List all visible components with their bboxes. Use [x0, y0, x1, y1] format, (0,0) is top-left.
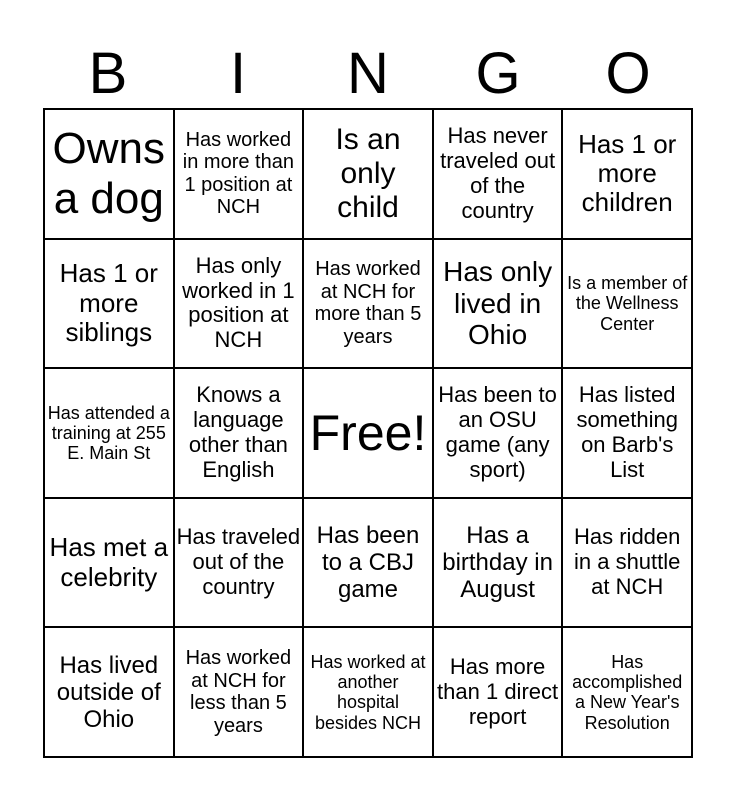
bingo-cell[interactable]: Has worked at NCH for less than 5 years [174, 627, 304, 757]
bingo-card [43, 108, 693, 758]
bingo-cell[interactable]: Has worked at NCH for more than 5 years [303, 239, 433, 369]
bingo-cell[interactable]: Has ridden in a shuttle at NCH [562, 498, 692, 628]
bingo-cell[interactable]: Is a member of the Wellness Center [562, 239, 692, 369]
bingo-cell[interactable]: Has traveled out of the country [174, 498, 304, 628]
bingo-cell[interactable]: Has only lived in Ohio [433, 239, 563, 369]
bingo-cell[interactable]: Owns a dog [44, 109, 174, 239]
bingo-cell[interactable]: Has met a celebrity [44, 498, 174, 628]
header-letter-i: I [229, 41, 247, 106]
header-letter-n: N [347, 41, 389, 106]
bingo-cell[interactable]: Has accomplished a New Year's Resolution [562, 627, 692, 757]
bingo-cell[interactable]: Has listed something on Barb's List [562, 368, 692, 498]
bingo-cell[interactable]: Has 1 or more children [562, 109, 692, 239]
bingo-cell[interactable]: Knows a language other than English [174, 368, 304, 498]
header-letter-g: G [475, 41, 521, 106]
bingo-cell[interactable]: Has a birthday in August [433, 498, 563, 628]
bingo-cell[interactable]: Has more than 1 direct report [433, 627, 563, 757]
bingo-cell[interactable]: Has worked in more than 1 position at NCH [174, 109, 304, 239]
bingo-cell[interactable]: Has never traveled out of the country [433, 109, 563, 239]
bingo-cell[interactable]: Is an only child [303, 109, 433, 239]
bingo-cell[interactable]: Has only worked in 1 position at NCH [174, 239, 304, 369]
free-space[interactable]: Free! [303, 368, 433, 498]
bingo-cell[interactable]: Has been to a CBJ game [303, 498, 433, 628]
bingo-header [43, 40, 693, 108]
bingo-cell[interactable]: Has been to an OSU game (any sport) [433, 368, 563, 498]
bingo-cell[interactable]: Has worked at another hospital besides NCH [303, 627, 433, 757]
bingo-cell[interactable]: Has 1 or more siblings [44, 239, 174, 369]
header-letter-b: B [88, 41, 128, 106]
bingo-cell[interactable]: Has lived outside of Ohio [44, 627, 174, 757]
bingo-cell[interactable]: Has attended a training at 255 E. Main St [44, 368, 174, 498]
header-letter-o: O [605, 41, 651, 106]
